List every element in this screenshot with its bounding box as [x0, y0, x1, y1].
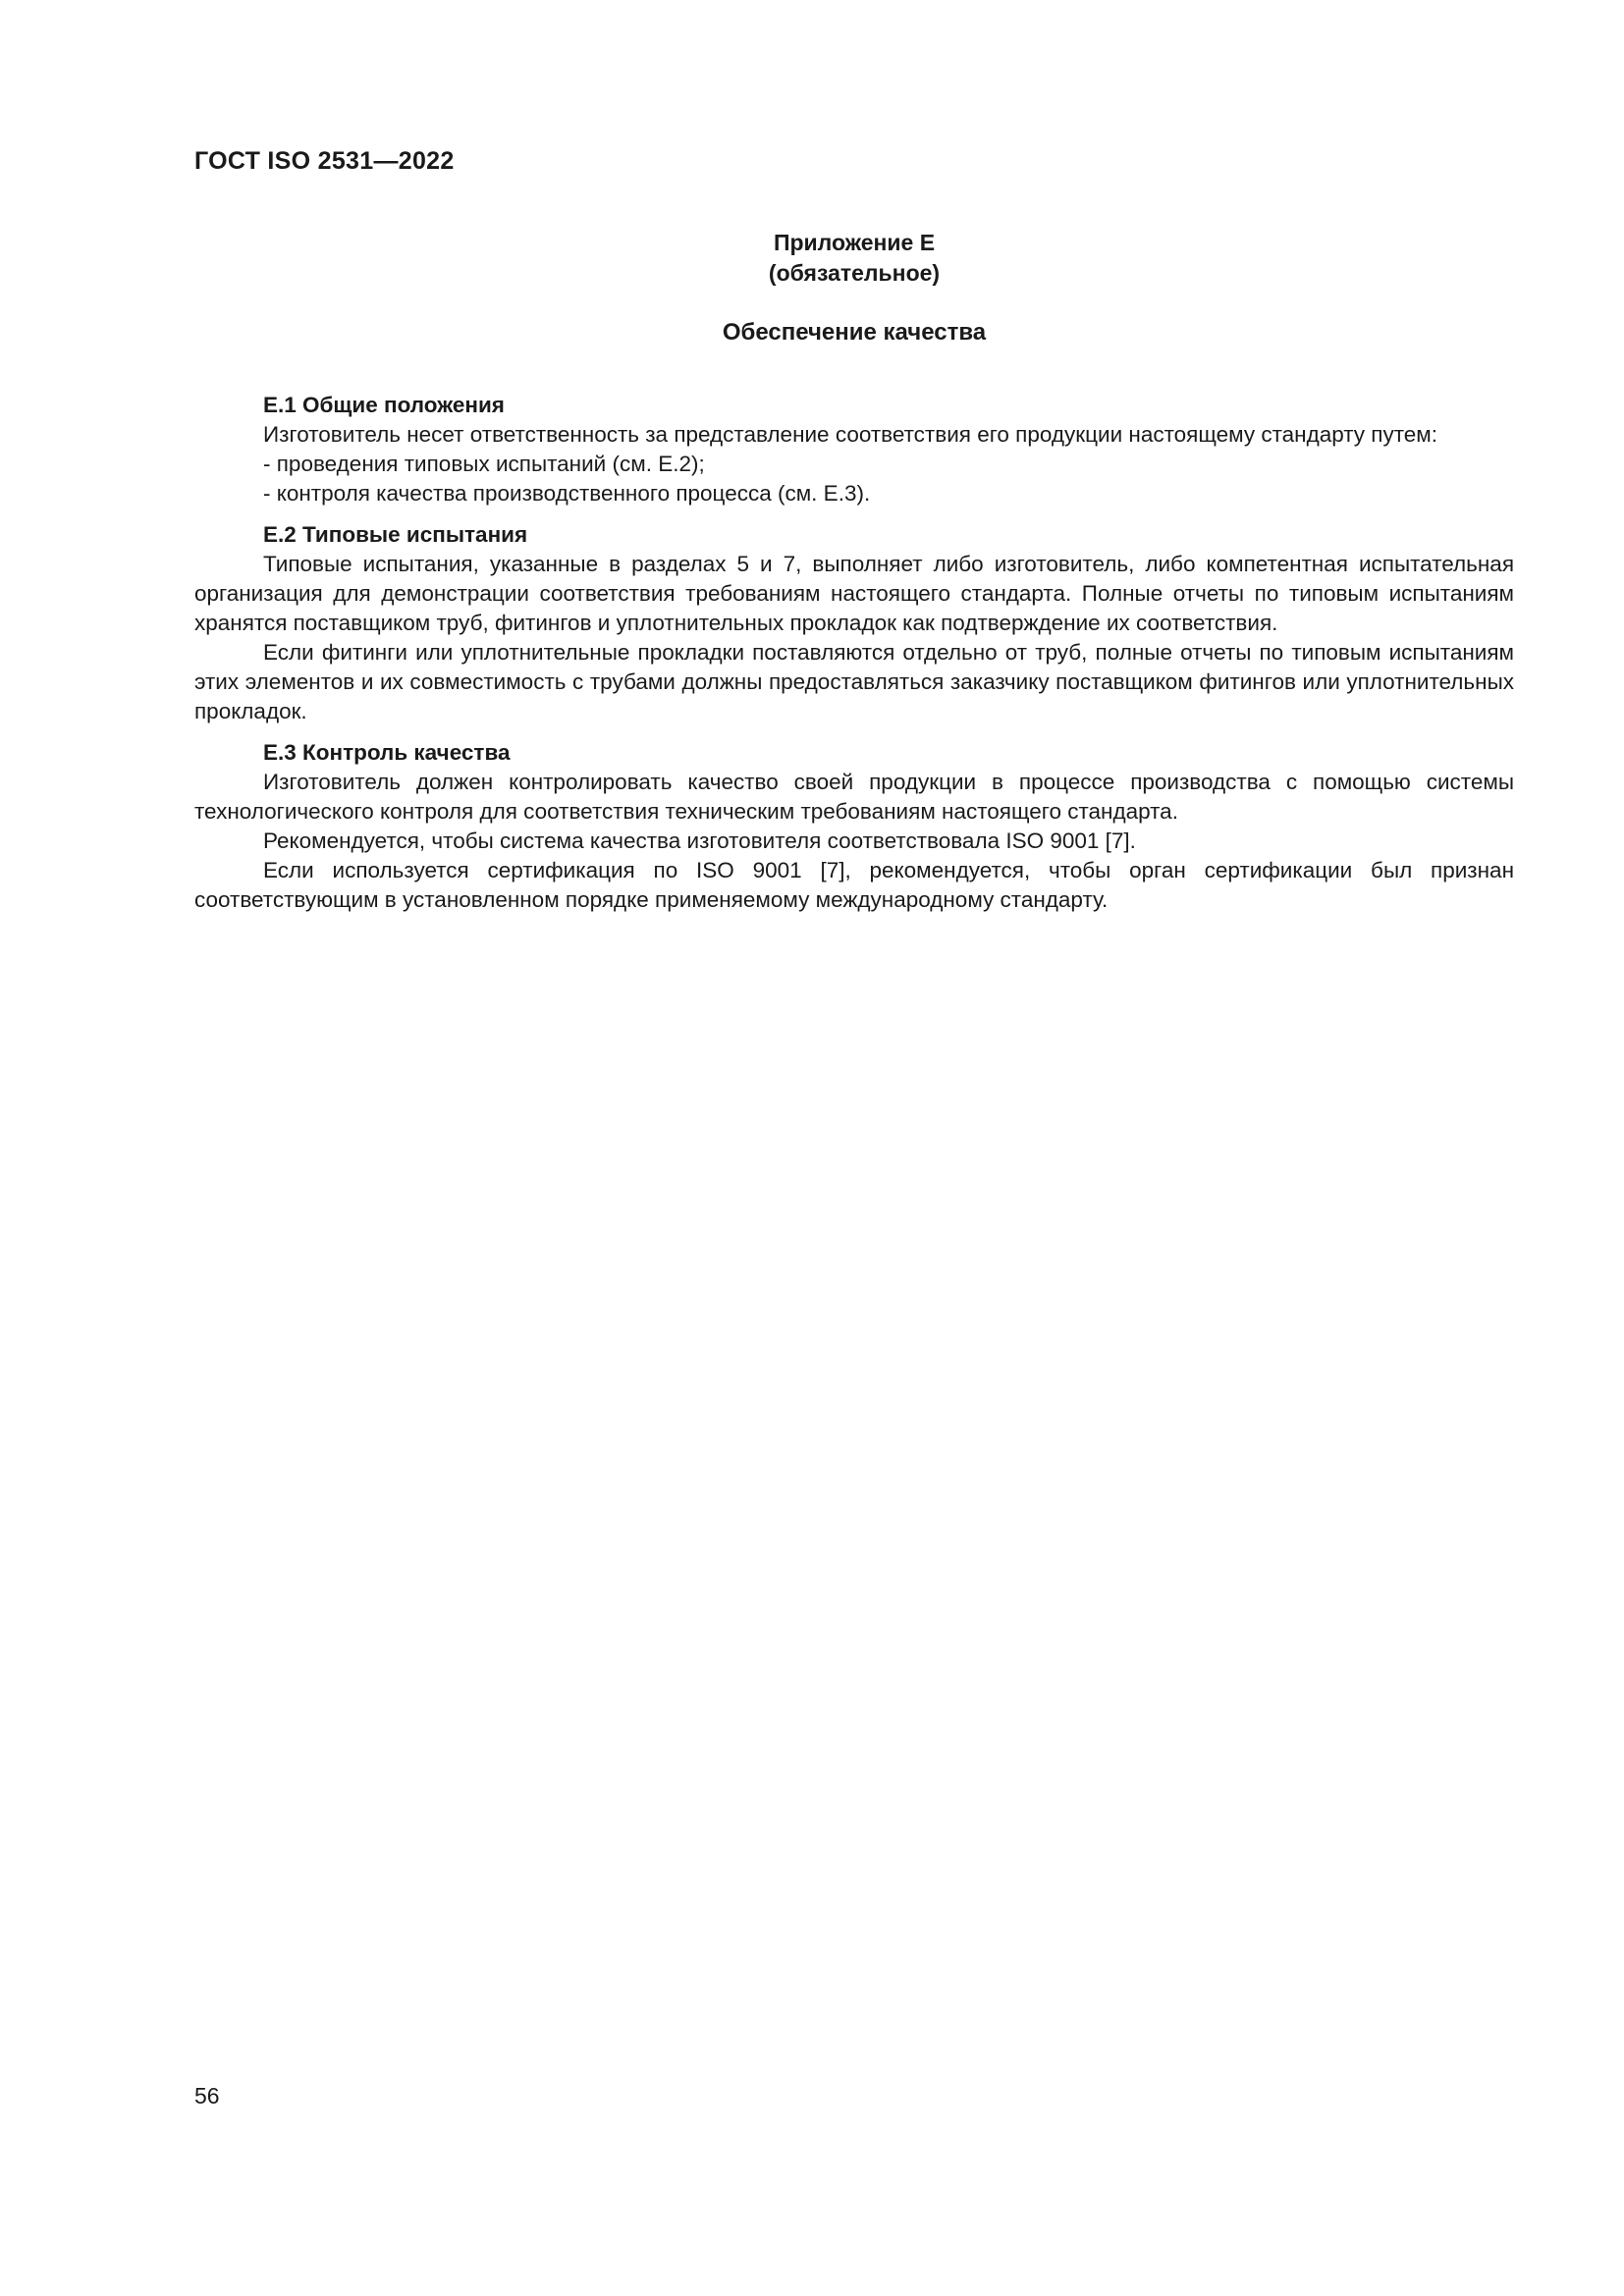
section-heading: Е.1 Общие положения	[263, 393, 505, 417]
page-number: 56	[194, 2083, 220, 2109]
annex-heading	[194, 228, 1514, 289]
list-item: - контроля качества производственного процесса (см. Е.3).	[263, 481, 871, 506]
section-e3	[194, 738, 1514, 915]
annex-title: Приложение Е	[773, 230, 936, 255]
list-item: - проведения типовых испытаний (см. Е.2);	[263, 452, 705, 476]
paragraph: Типовые испытания, указанные в разделах 5 и 7, выполняет либо изготовитель, либо компетентная испытательная организация для демонстрации соответствия требованиям настоящего стандарта. Полные отчеты по типовым испытаниям хранятся поставщиком труб, фитингов и уплотнительных прокладок как подтверждение их соответствия.	[194, 552, 1514, 635]
annex-body	[194, 391, 1514, 915]
paragraph: Если фитинги или уплотнительные прокладки поставляются отдельно от труб, полные отчеты по типовым испытаниям этих элементов и их совместимость с трубами должны предоставляться заказчику поставщиком фитингов или уплотнительных прокладок.	[194, 640, 1514, 723]
section-heading: Е.2 Типовые испытания	[263, 522, 528, 547]
paragraph: Изготовитель несет ответственность за представление соответствия его продукции настоящему стандарту путем:	[263, 422, 1438, 447]
annex-name: Обеспечение качества	[722, 319, 987, 346]
section-e2	[194, 520, 1514, 726]
paragraph: Если используется сертификация по ISO 9001 [7], рекомендуется, чтобы орган сертификации был признан соответствующим в установленном порядке применяемому международному стандарту.	[194, 858, 1514, 912]
section-heading: Е.3 Контроль качества	[263, 740, 511, 765]
annex-status: (обязательное)	[768, 260, 941, 286]
section-e1	[194, 391, 1514, 508]
paragraph: Изготовитель должен контролировать качество своей продукции в процессе производства с помощью системы технологического контроля для соответствия техническим требованиям настоящего стандарта.	[194, 770, 1514, 824]
standard-code-header: ГОСТ ISO 2531—2022	[194, 147, 455, 175]
paragraph: Рекомендуется, чтобы система качества изготовителя соответствовала ISO 9001 [7].	[263, 828, 1136, 853]
